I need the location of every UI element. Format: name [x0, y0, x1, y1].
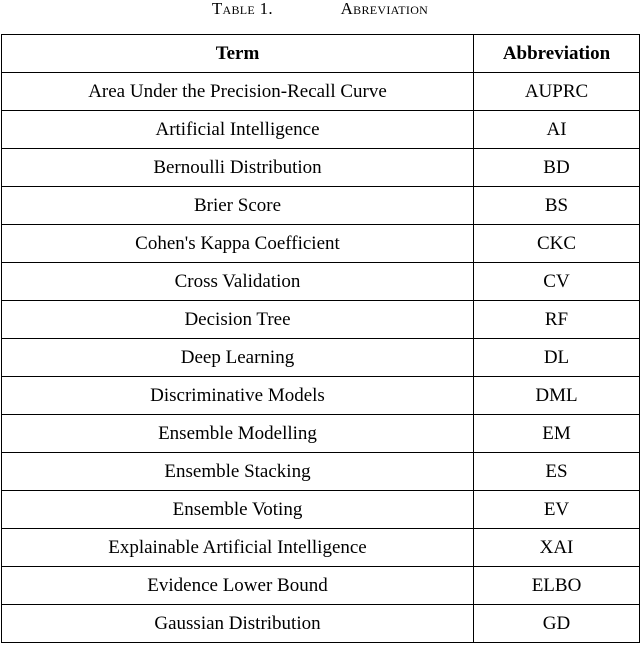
abbreviation-column-header: Abbreviation	[474, 35, 640, 73]
term-cell: Bernoulli Distribution	[2, 149, 474, 187]
abbreviation-cell: ELBO	[474, 567, 640, 605]
abbreviation-cell: ES	[474, 453, 640, 491]
term-cell: Ensemble Stacking	[2, 453, 474, 491]
abbreviation-cell: XAI	[474, 529, 640, 567]
abbreviation-cell: EV	[474, 491, 640, 529]
table-row	[2, 567, 640, 605]
term-cell: Cohen's Kappa Coefficient	[2, 225, 474, 263]
abbreviation-cell: EM	[474, 415, 640, 453]
table-row	[2, 491, 640, 529]
table-row	[2, 225, 640, 263]
table-row	[2, 263, 640, 301]
table-row	[2, 149, 640, 187]
term-cell: Evidence Lower Bound	[2, 567, 474, 605]
term-cell: Brier Score	[2, 187, 474, 225]
table-row	[2, 187, 640, 225]
table-row	[2, 415, 640, 453]
term-cell: Decision Tree	[2, 301, 474, 339]
table-number: Table 1.	[211, 0, 273, 18]
term-cell: Ensemble Modelling	[2, 415, 474, 453]
table-row	[2, 529, 640, 567]
term-cell: Ensemble Voting	[2, 491, 474, 529]
table-row	[2, 377, 640, 415]
abbreviation-cell: CKC	[474, 225, 640, 263]
table-body	[2, 73, 640, 643]
header-row	[2, 35, 640, 73]
term-cell: Gaussian Distribution	[2, 605, 474, 643]
term-cell: Deep Learning	[2, 339, 474, 377]
abbreviation-cell: DL	[474, 339, 640, 377]
table-row	[2, 73, 640, 111]
table-row	[2, 605, 640, 643]
table-caption	[0, 0, 640, 20]
term-cell: Artificial Intelligence	[2, 111, 474, 149]
abbreviation-table	[1, 34, 640, 643]
abbreviation-cell: BD	[474, 149, 640, 187]
table-row	[2, 111, 640, 149]
abbreviation-cell: RF	[474, 301, 640, 339]
term-cell: Discriminative Models	[2, 377, 474, 415]
abbreviation-cell: CV	[474, 263, 640, 301]
table-title: Abreviation	[340, 0, 429, 18]
abbreviation-cell: GD	[474, 605, 640, 643]
table-row	[2, 453, 640, 491]
abbreviation-cell: DML	[474, 377, 640, 415]
term-cell: Explainable Artificial Intelligence	[2, 529, 474, 567]
abbreviation-cell: BS	[474, 187, 640, 225]
abbreviation-cell: AI	[474, 111, 640, 149]
term-column-header: Term	[2, 35, 474, 73]
abbreviation-cell: AUPRC	[474, 73, 640, 111]
term-cell: Area Under the Precision-Recall Curve	[2, 73, 474, 111]
term-cell: Cross Validation	[2, 263, 474, 301]
table-row	[2, 339, 640, 377]
table-row	[2, 301, 640, 339]
